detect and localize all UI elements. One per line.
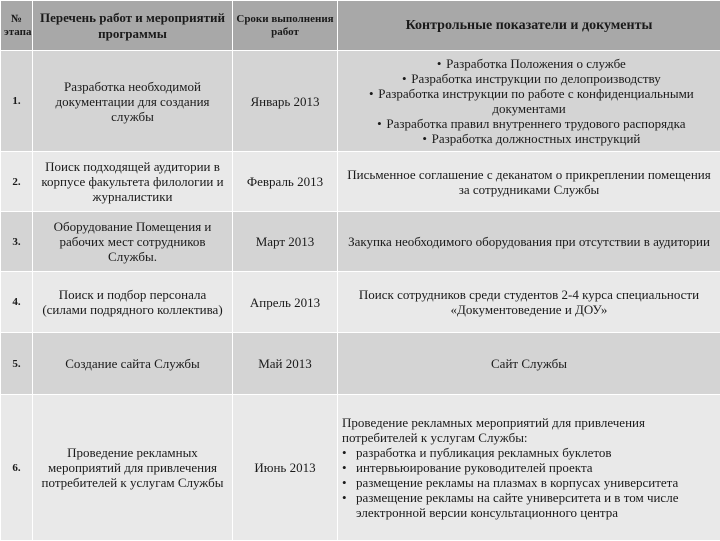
row-date: Апрель 2013 [233,272,338,333]
row-indicators [338,51,720,152]
bullet-icon: • [364,86,378,101]
row-works: Оборудование Помещения и рабочих мест сотрудников Службы. [33,212,233,272]
row-num: 1. [1,51,33,152]
header-num: № этапа [1,1,33,51]
row-num: 4. [1,272,33,333]
bullet-icon: • [342,460,356,475]
header-works: Перечень работ и мероприятий программы [33,1,233,51]
table-row [1,272,720,333]
list-item: • размещение рекламы на плазмах в корпусах университета [342,475,717,490]
bullet-icon: • [432,56,446,71]
table-row [1,51,720,152]
header-dates: Сроки выполнения работ [233,1,338,51]
table-row [1,152,720,212]
list-item: • интервьюирование руководителей проекта [342,460,717,475]
row-works: Поиск подходящей аудитории в корпусе факультета филологии и журналистики [33,152,233,212]
indicator-list [342,445,717,520]
list-item: • Разработка инструкции по делопроизводству [341,71,717,86]
list-item: • Разработка должностных инструкций [341,131,717,146]
bullet-icon: • [372,116,386,131]
row-num: 3. [1,212,33,272]
row-indicator: Письменное соглашение с деканатом о прикреплении помещения за сотрудниками Службы [338,152,720,212]
bullet-icon: • [397,71,411,86]
row-works: Проведение рекламных мероприятий для привлечения потребителей к услугам Службы [33,395,233,541]
indicator-list [341,56,717,146]
row-indicator: Сайт Службы [338,333,720,395]
table-row [1,212,720,272]
row-date: Январь 2013 [233,51,338,152]
list-item: • Разработка Положения о службе [341,56,717,71]
row-works: Разработка необходимой документации для создания службы [33,51,233,152]
row-indicators [338,395,720,541]
list-item: • Разработка инструкции по работе с конфиденциальными документами [341,86,717,116]
row-date: Июнь 2013 [233,395,338,541]
table-row [1,333,720,395]
row-num: 6. [1,395,33,541]
table-header-row [1,1,720,51]
row-date: Март 2013 [233,212,338,272]
row-date: Февраль 2013 [233,152,338,212]
row-num: 2. [1,152,33,212]
bullet-icon: • [342,490,356,505]
row-works: Создание сайта Службы [33,333,233,395]
row-indicator: Поиск сотрудников среди студентов 2-4 курса специальности «Документоведение и ДОУ» [338,272,720,333]
list-item: • Разработка правил внутреннего трудового распорядка [341,116,717,131]
indicator-intro: Проведение рекламных мероприятий для привлечения потребителей к услугам Службы: [342,415,717,445]
row-indicator: Закупка необходимого оборудования при отсутствии в аудитории [338,212,720,272]
table-row [1,395,720,541]
row-date: Май 2013 [233,333,338,395]
row-num: 5. [1,333,33,395]
bullet-icon: • [342,445,356,460]
list-item: • разработка и публикация рекламных буклетов [342,445,717,460]
bullet-icon: • [342,475,356,490]
list-item: • размещение рекламы на сайте университета и в том числе электронной версии консультационного центра [342,490,717,520]
header-indicators: Контрольные показатели и документы [338,1,720,51]
row-works: Поиск и подбор персонала (силами подрядного коллектива) [33,272,233,333]
bullet-icon: • [418,131,432,146]
